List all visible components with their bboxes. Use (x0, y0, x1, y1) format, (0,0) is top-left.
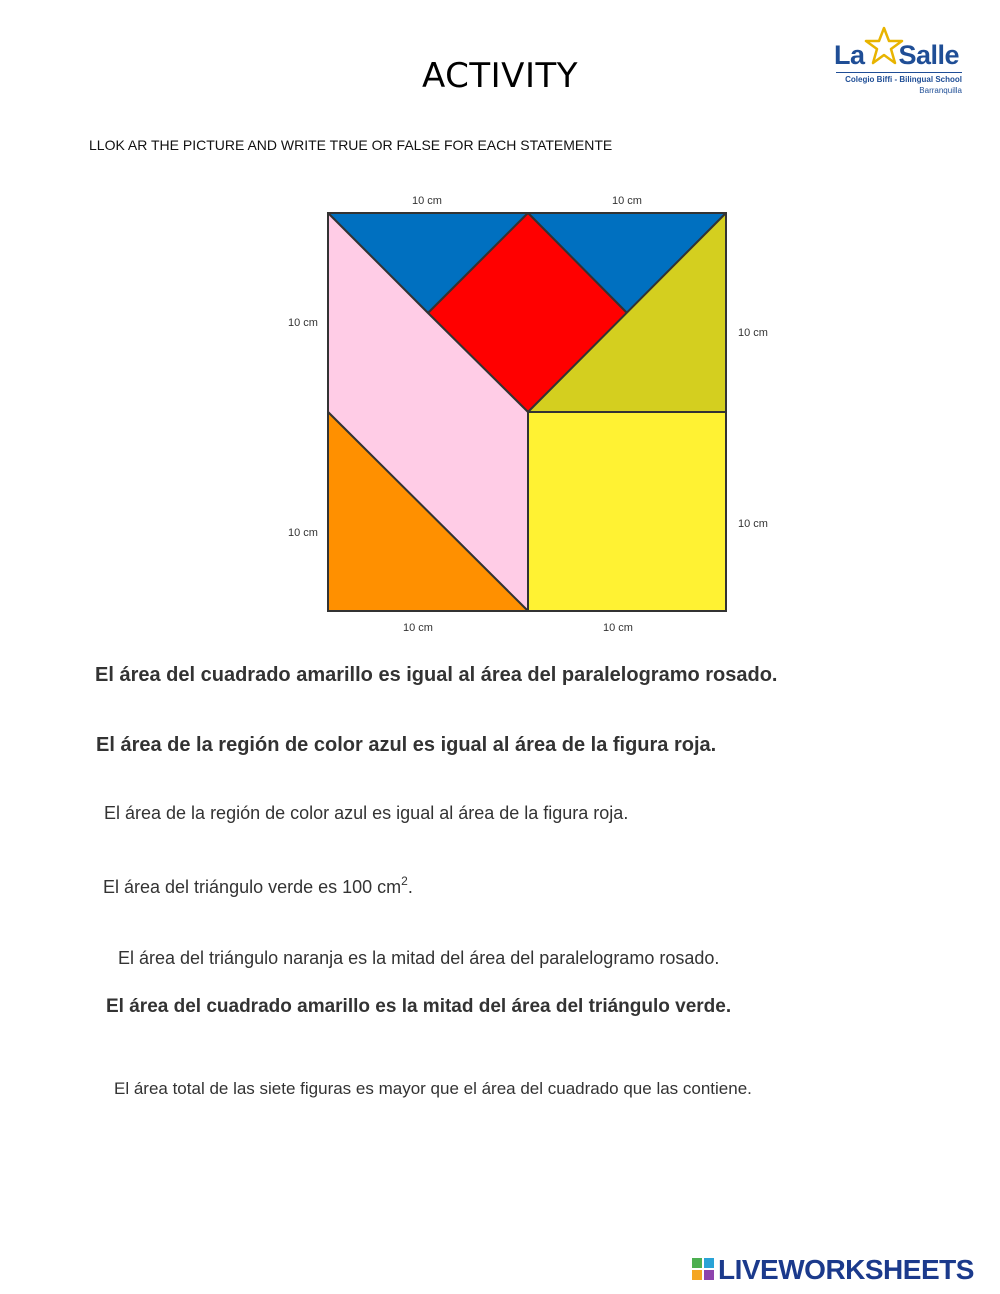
label-bottom-left: 10 cm (403, 622, 433, 634)
liveworksheets-badge-icon (692, 1258, 714, 1280)
statement-7: El área total de las siete figuras es mayor que el área del cuadrado que las contiene. (114, 1079, 752, 1098)
yellow-square (528, 412, 726, 611)
statement-6: El área del cuadrado amarillo es la mitad del área del triángulo verde. (106, 996, 732, 1017)
statement-1: El área del cuadrado amarillo es igual al área del paralelogramo rosado. (95, 664, 778, 686)
statement-3: El área de la región de color azul es igual al área de la figura roja. (104, 803, 629, 823)
logo-city: Barranquilla (919, 86, 962, 95)
liveworksheets-footer (690, 1252, 990, 1286)
statement-2: El área de la región de color azul es igual al área de la figura roja. (96, 734, 717, 756)
page-title: ACTIVITY (421, 56, 579, 96)
statement-4 (103, 874, 413, 898)
logo-divider (836, 72, 962, 73)
label-right-lower: 10 cm (738, 518, 768, 530)
statement-4-superscript: 2 (401, 874, 408, 888)
logo-brand-part1: La (834, 40, 865, 70)
label-top-right: 10 cm (612, 195, 642, 207)
label-top-left: 10 cm (412, 195, 442, 207)
statement-4-text: El área del triángulo verde es 100 cm (103, 877, 402, 897)
statement-4-end: . (407, 877, 413, 897)
liveworksheets-wordmark: LIVEWORKSHEETS (718, 1254, 974, 1285)
logo-brand (834, 40, 959, 71)
instruction-text: LLOK AR THE PICTURE AND WRITE TRUE OR FALSE FOR EACH STATEMENTE (89, 137, 613, 153)
logo-subtitle: Colegio Biffi - Bilingual School (845, 75, 962, 84)
label-right-upper: 10 cm (738, 327, 768, 339)
label-left-lower: 10 cm (288, 527, 318, 539)
tangram-figure (270, 185, 800, 645)
statement-5: El área del triángulo naranja es la mitad del área del paralelogramo rosado. (118, 948, 720, 968)
label-left-upper: 10 cm (288, 317, 318, 329)
label-bottom-right: 10 cm (603, 622, 633, 634)
school-logo (834, 26, 966, 98)
logo-brand-part2: Salle (898, 40, 960, 70)
